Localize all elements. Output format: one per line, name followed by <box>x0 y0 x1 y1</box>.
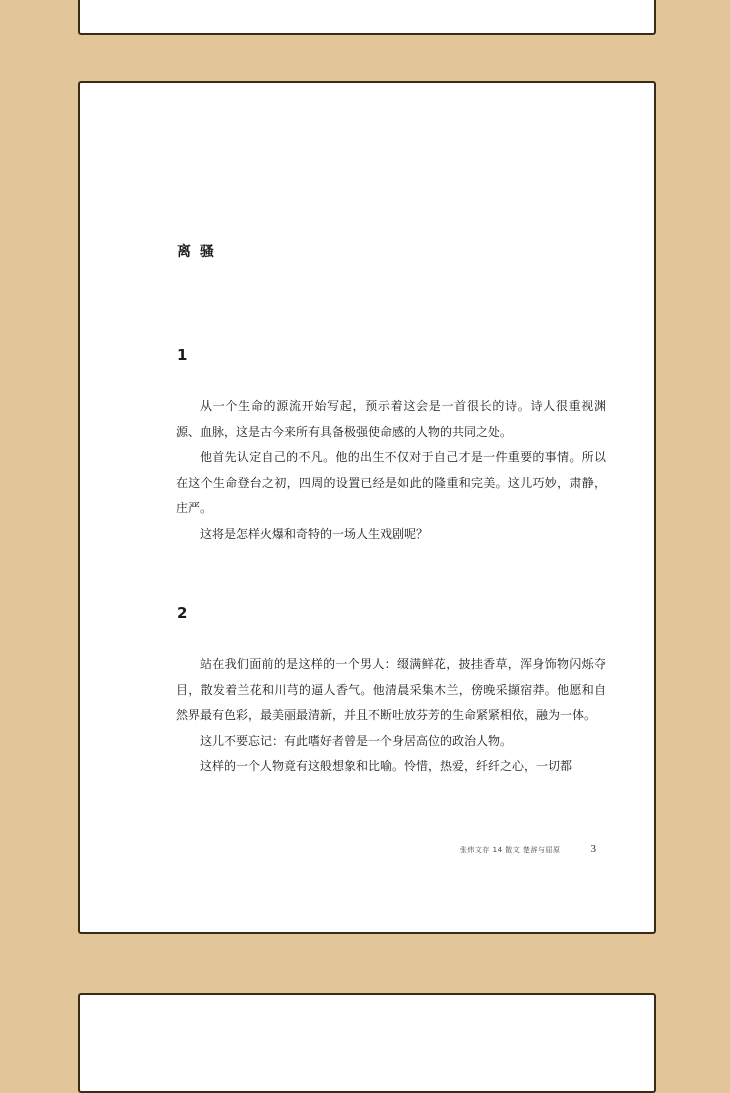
paragraph: 这样的一个人物竟有这般想象和比喻。怜惜，热爱，纤纤之心，一切都 <box>200 759 573 773</box>
section-body <box>176 394 606 547</box>
page-footer <box>460 843 596 855</box>
chapter-title: 离 骚 <box>177 244 216 260</box>
paragraph: 这将是怎样火爆和奇特的一场人生戏剧呢？ <box>200 526 429 541</box>
paragraph: 从一个生命的源流开始写起，预示着这会是一首很长的诗。诗人很重视渊源、血脉，这是古今来所有具备极强使命感的人物的共同之处。 <box>176 399 606 439</box>
previous-page <box>78 0 656 35</box>
page-number: 3 <box>590 843 596 855</box>
paragraph: 他首先认定自己的不凡。他的出生不仅对于自己才是一件重要的事情。所以在这个生命登台之初，四周的设置已经是如此的隆重和完美。这儿巧妙，肃静，庄严。 <box>176 450 606 515</box>
document-page <box>78 81 656 934</box>
section-number: 2 <box>177 604 188 622</box>
paragraph: 这儿不要忘记：有此嗜好者曾是一个身居高位的政治人物。 <box>200 733 513 748</box>
section-number: 1 <box>177 346 188 364</box>
next-page <box>78 993 656 1093</box>
running-title: 张炜文存 14 散文 楚辞与屈原 <box>459 846 561 854</box>
paragraph: 站在我们面前的是这样的一个男人：缀满鲜花，披挂香草，浑身饰物闪烁夺目，散发着兰花和川芎的逼人香气。他清晨采集木兰，傍晚采撷宿莽。他愿和自然界最有色彩，最美丽最清新，并且不断吐放芬芳的生命紧紧相依，融为一体。 <box>176 657 606 722</box>
section-body <box>176 652 606 780</box>
